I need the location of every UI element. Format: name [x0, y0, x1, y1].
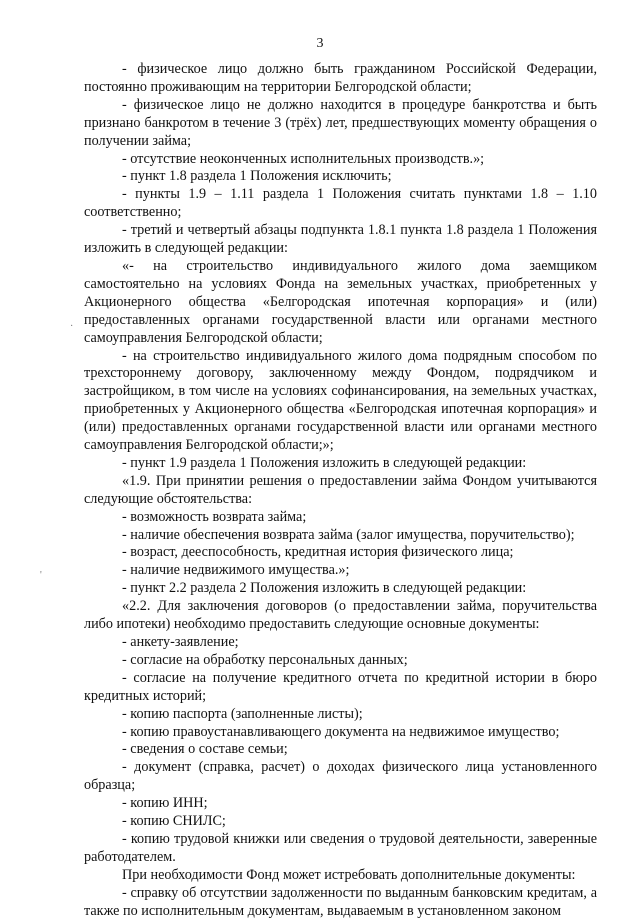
- paragraph: - копию СНИЛС;: [122, 813, 226, 830]
- paragraph: - третий и четвертый абзацы подпункта 1.8.1 пункта 1.8 раздела 1 Положения изложить в следующей редакции:: [84, 222, 597, 257]
- paragraph: - отсутствие неоконченных исполнительных производств.»;: [122, 150, 485, 167]
- paragraph: «1.9. При принятии решения о предоставлении займа Фондом учитываются следующие обстоятельства:: [84, 472, 597, 507]
- paragraph: - согласие на обработку персональных данных;: [122, 651, 408, 668]
- paragraph: - наличие обеспечения возврата займа (залог имущества, поручительство);: [122, 526, 575, 543]
- scan-dot: ': [40, 570, 42, 581]
- paragraph: - пункт 2.2 раздела 2 Положения изложить в следующей редакции:: [122, 580, 527, 597]
- paragraph: «- на строительство индивидуального жилого дома заемщиком самостоятельно на условиях Фонда на земельных участках, приобретенных у Акционерного общества «Белгородская ипотечная корпорация» и (или) предоставленных органами государственной власти или органами местного самоуправления Белгородской области;: [84, 257, 597, 346]
- paragraph: - пункт 1.8 раздела 1 Положения исключить;: [122, 168, 392, 185]
- scan-dot: ·: [70, 321, 74, 332]
- paragraph: При необходимости Фонд может истребовать дополнительные документы:: [122, 866, 576, 883]
- paragraph: - копию трудовой книжки или сведения о трудовой деятельности, заверенные работодателем.: [84, 830, 597, 865]
- paragraph: - пункт 1.9 раздела 1 Положения изложить в следующей редакции:: [122, 454, 527, 471]
- paragraph: - копию правоустанавливающего документа на недвижимое имущество;: [122, 723, 560, 740]
- paragraph: - справку об отсутствии задолженности по выданным банковским кредитам, а также по исполнительным документам, выдаваемым в установленном законом: [84, 884, 597, 919]
- paragraph: «2.2. Для заключения договоров (о предоставлении займа, поручительства либо ипотеки) необходимо предоставить следующие основные документы:: [84, 598, 597, 633]
- paragraph: - согласие на получение кредитного отчета по кредитной истории в бюро кредитных историй;: [84, 669, 597, 704]
- paragraph: - пункты 1.9 – 1.11 раздела 1 Положения считать пунктами 1.8 – 1.10 соответственно;: [84, 186, 597, 221]
- paragraph: - возможность возврата займа;: [122, 508, 307, 525]
- paragraph: - копию паспорта (заполненные листы);: [122, 705, 363, 722]
- paragraph: - анкету-заявление;: [122, 634, 239, 650]
- paragraph: - физическое лицо не должно находится в процедуре банкротства и быть признано банкротом в течение 3 (трёх) лет, предшествующих моменту обращения о получении займа;: [84, 96, 597, 149]
- paragraph: - возраст, дееспособность, кредитная история физического лица;: [122, 544, 514, 561]
- page-number: 3: [316, 36, 324, 51]
- document-body: [84, 61, 597, 921]
- paragraph: - сведения о составе семьи;: [122, 741, 288, 758]
- paragraph: - копию ИНН;: [122, 795, 208, 812]
- paragraph: - документ (справка, расчет) о доходах физического лица установленного образца;: [84, 759, 597, 794]
- paragraph: - наличие недвижимого имущества.»;: [122, 562, 350, 579]
- paragraph: - физическое лицо должно быть гражданином Российской Федерации, постоянно проживающим на территории Белгородской области;: [84, 61, 597, 95]
- paragraph: - на строительство индивидуального жилого дома подрядным способом по трехстороннему договору, заключенному между Фондом, подрядчиком и застройщиком, в том числе на условиях софинансирования, на земельных участках, приобретенных у Акционерного общества «Белгородская ипотечная корпорация» и (или) предоставленных органами государственной власти или органами местного самоуправления Белгородской области;»;: [84, 347, 597, 454]
